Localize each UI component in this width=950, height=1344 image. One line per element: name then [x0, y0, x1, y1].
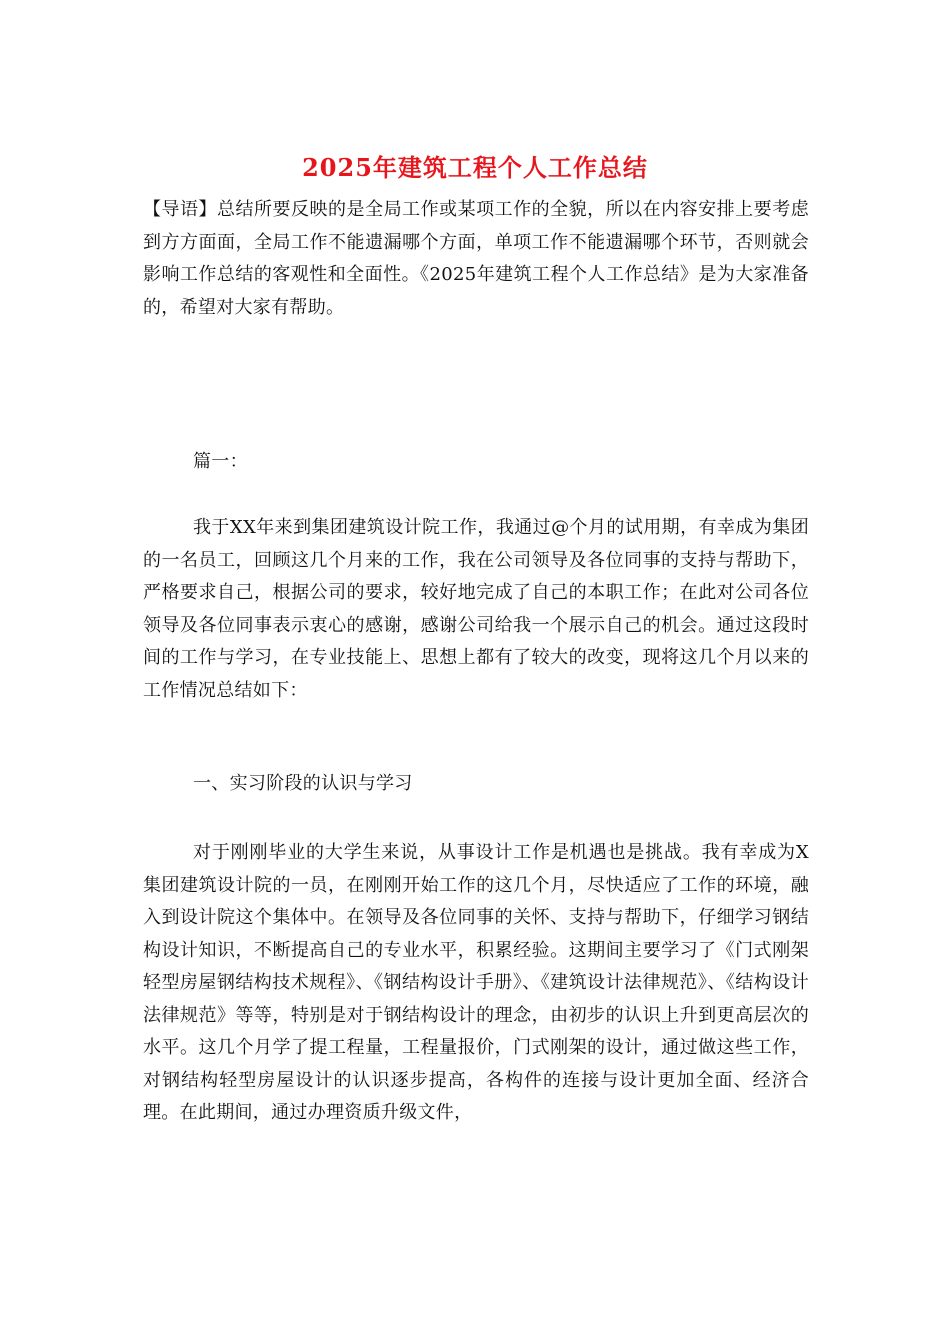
body-paragraph-1: 我于XX年来到集团建筑设计院工作，我通过@个月的试用期，有幸成为集团的一名员工，回顾这几个月来的工作，我在公司领导及各位同事的支持与帮助下，严格要求自己，根据公司的要求，较好地完成了自己的本职工作；在此对公司各位领导及各位同事表示衷心的感谢，感谢公司给我一个展示自己的机会。通过这段时间的工作与学习，在专业技能上、思想上都有了较大的改变，现将这几个月以来的工作情况总结如下： — [143, 517, 809, 701]
section-heading-1: 一、实习阶段的认识与学习 — [193, 773, 413, 794]
intro-paragraph: 【导语】总结所要反映的是全局工作或某项工作的全貌，所以在内容安排上要考虑到方方面面，全局工作不能遗漏哪个方面，单项工作不能遗漏哪个环节，否则就会影响工作总结的客观性和全面性。《2025年建筑工程个人工作总结》是为大家准备的，希望对大家有帮助。 — [143, 199, 809, 318]
section-label: 篇一： — [193, 451, 248, 472]
body-paragraph-2: 对于刚刚毕业的大学生来说，从事设计工作是机遇也是挑战。我有幸成为X集团建筑设计院的一员，在刚刚开始工作的这几个月，尽快适应了工作的环境，融入到设计院这个集体中。在领导及各位同事的关怀、支持与帮助下，仔细学习钢结构设计知识，不断提高自己的专业水平，积累经验。这期间主要学习了《门式刚架轻型房屋钢结构技术规程》、《钢结构设计手册》、《建筑设计法律规范》、《结构设计法律规范》等等，特别是对于钢结构设计的理念，由初步的认识上升到更高层次的水平。这几个月学了提工程量，工程量报价，门式刚架的设计，通过做这些工作，对钢结构轻型房屋设计的认识逐步提高，各构件的连接与设计更加全面、经济合理。在此期间，通过办理资质升级文件， — [143, 842, 809, 1123]
document-title: 2025年建筑工程个人工作总结 — [302, 153, 648, 182]
